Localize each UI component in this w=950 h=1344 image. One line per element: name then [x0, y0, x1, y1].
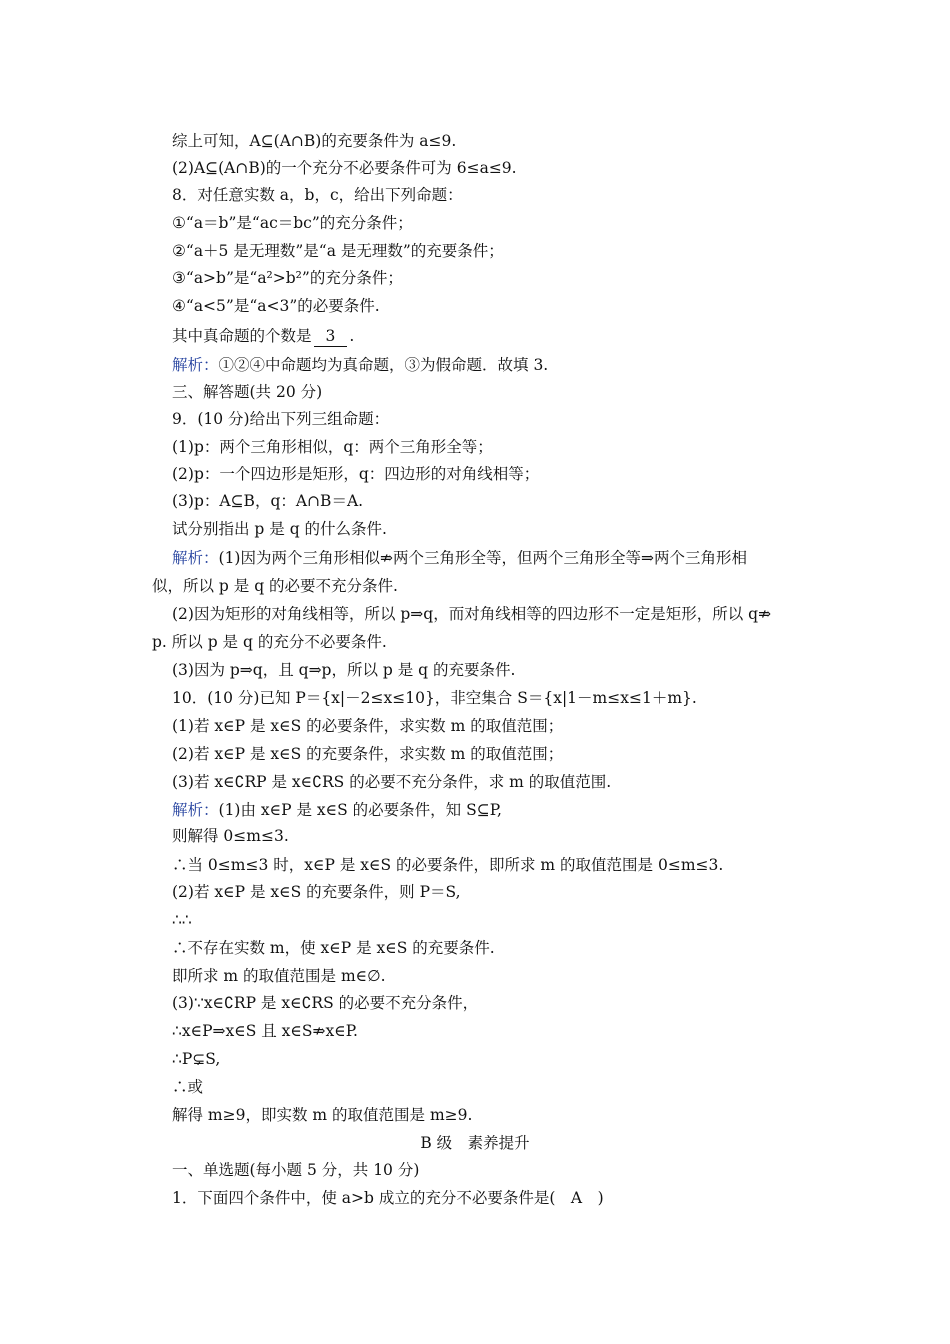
- line-text: ①“a＝b”是“ac＝bc”的充分条件；: [172, 214, 413, 232]
- line-text: ∴不存在实数 m，使 x∈P 是 x∈S 的充要条件.: [172, 939, 495, 957]
- text-line: [172, 993, 478, 1013]
- line-text: ∴∴: [172, 911, 192, 929]
- text-line: [172, 744, 563, 764]
- line-text: ∴x∈P⇒x∈S 且 x∈S⇏x∈P.: [172, 1022, 358, 1040]
- text-line: [172, 409, 389, 429]
- line-text: (2)A⊆(A∩B)的一个充分不必要条件可为 6≤a≤9.: [172, 159, 517, 177]
- line-text: 9．(10 分)给出下列三组命题：: [172, 410, 390, 428]
- text-line: [172, 491, 363, 511]
- text-line: [172, 158, 517, 178]
- text-line: [172, 1160, 419, 1180]
- text-line: [172, 938, 495, 958]
- line-text: 试分别指出 p 是 q 的什么条件.: [172, 520, 387, 538]
- line-text: (1)由 x∈P 是 x∈S 的必要条件，知 S⊆P,: [218, 801, 502, 819]
- text-line: [172, 826, 289, 846]
- line-text: ∴当 0≤m≤3 时，x∈P 是 x∈S 的必要条件，即所求 m 的取值范围是 0≤m≤3.: [172, 856, 724, 874]
- text-line: [172, 604, 771, 624]
- line-text: (2)若 x∈P 是 x∈S 的充要条件，求实数 m 的取值范围；: [172, 745, 564, 763]
- text-line: [172, 1188, 604, 1208]
- text-line: [172, 716, 563, 736]
- line-text: 1．下面四个条件中，使 a>b 成立的充分不必要条件是( A ): [172, 1189, 604, 1207]
- line-text: ②“a＋5 是无理数”是“a 是无理数”的充要条件；: [172, 242, 504, 260]
- line-text: (3)若 x∈∁RP 是 x∈∁RS 的必要不充分条件，求 m 的取值范围.: [172, 773, 612, 791]
- text-line: [172, 268, 403, 288]
- line-text: (1)因为两个三角形相似⇏两个三角形全等，但两个三角形全等⇒两个三角形相: [218, 549, 747, 567]
- line-text: 综上可知，A⊆(A∩B)的充要条件为 a≤9.: [172, 132, 457, 150]
- line-text: (1)若 x∈P 是 x∈S 的必要条件，求实数 m 的取值范围；: [172, 717, 564, 735]
- text-line: [172, 296, 380, 316]
- analysis-label: 解析：: [172, 356, 219, 374]
- line-text: 则解得 0≤m≤3.: [172, 827, 289, 845]
- analysis-label: 解析：: [172, 801, 219, 819]
- line-text: 解得 m≥9，即实数 m 的取值范围是 m≥9.: [172, 1106, 473, 1124]
- text-line: [172, 660, 515, 680]
- line-text: ∴或: [172, 1078, 204, 1096]
- text-line: [172, 855, 723, 875]
- text-line: [172, 882, 461, 902]
- text-line: [172, 1077, 203, 1097]
- line-text: 8．对任意实数 a，b，c，给出下列命题：: [172, 186, 463, 204]
- text-line: [172, 1021, 358, 1041]
- line-text: ①②④中命题均为真命题，③为假命题．故填 3.: [218, 356, 549, 374]
- text-line: [172, 326, 354, 347]
- analysis-line: [172, 355, 548, 375]
- line-text: (3)p：A⊆B，q：A∩B＝A.: [172, 492, 364, 510]
- line-text: 即所求 m 的取值范围是 m∈∅.: [172, 967, 386, 985]
- text-line: [172, 772, 611, 792]
- line-text: (3)因为 p⇒q，且 q⇒p，所以 p 是 q 的充要条件.: [172, 661, 516, 679]
- line-text: (1)p：两个三角形相似，q：两个三角形全等；: [172, 438, 493, 456]
- text-line: [172, 519, 387, 539]
- line-text: (3)∵x∈∁RP 是 x∈∁RS 的必要不充分条件，: [172, 994, 479, 1012]
- text-line: [172, 437, 493, 457]
- line-text: ③“a>b”是“a²>b²”的充分条件；: [172, 269, 403, 287]
- text-line: [152, 576, 398, 596]
- text-line: [172, 241, 504, 261]
- text-line: [172, 910, 192, 930]
- question-text: 其中真命题的个数是: [172, 327, 312, 345]
- analysis-line: [172, 800, 502, 820]
- line-text: 一、单选题(每小题 5 分，共 10 分): [172, 1161, 420, 1179]
- text-line: [172, 966, 386, 986]
- text-line: [172, 382, 322, 402]
- text-line: [172, 131, 456, 151]
- line-text: p. 所以 p 是 q 的充分不必要条件.: [152, 633, 387, 651]
- line-text: (2)因为矩形的对角线相等，所以 p⇒q，而对角线相等的四边形不一定是矩形，所以 q⇏: [172, 605, 772, 623]
- question-text-end: .: [349, 327, 355, 345]
- line-text: (2)p：一个四边形是矩形，q：四边形的对角线相等；: [172, 465, 540, 483]
- line-text: 10．(10 分)已知 P＝{x|－2≤x≤10}，非空集合 S＝{x|1－m≤x≤1＋m}.: [172, 689, 697, 707]
- line-text: ④“a<5”是“a<3”的必要条件.: [172, 297, 380, 315]
- line-text: (2)若 x∈P 是 x∈S 的充要条件，则 P＝S,: [172, 883, 461, 901]
- text-line: [172, 464, 539, 484]
- line-text: 似，所以 p 是 q 的必要不充分条件.: [152, 577, 398, 595]
- text-line: [172, 1049, 220, 1069]
- analysis-label: 解析：: [172, 549, 219, 567]
- line-text: ∴P⊊S,: [172, 1050, 221, 1068]
- text-line: [172, 213, 413, 233]
- line-text: 三、解答题(共 20 分): [172, 383, 323, 401]
- analysis-line: [172, 548, 747, 568]
- text-line: [172, 688, 697, 708]
- text-line: [152, 632, 387, 652]
- text-line: [172, 1105, 472, 1125]
- section-heading: [0, 1133, 950, 1153]
- text-line: [172, 185, 463, 205]
- answer-blank: 3: [314, 326, 348, 347]
- section-heading-text: B 级 素养提升: [420, 1134, 530, 1152]
